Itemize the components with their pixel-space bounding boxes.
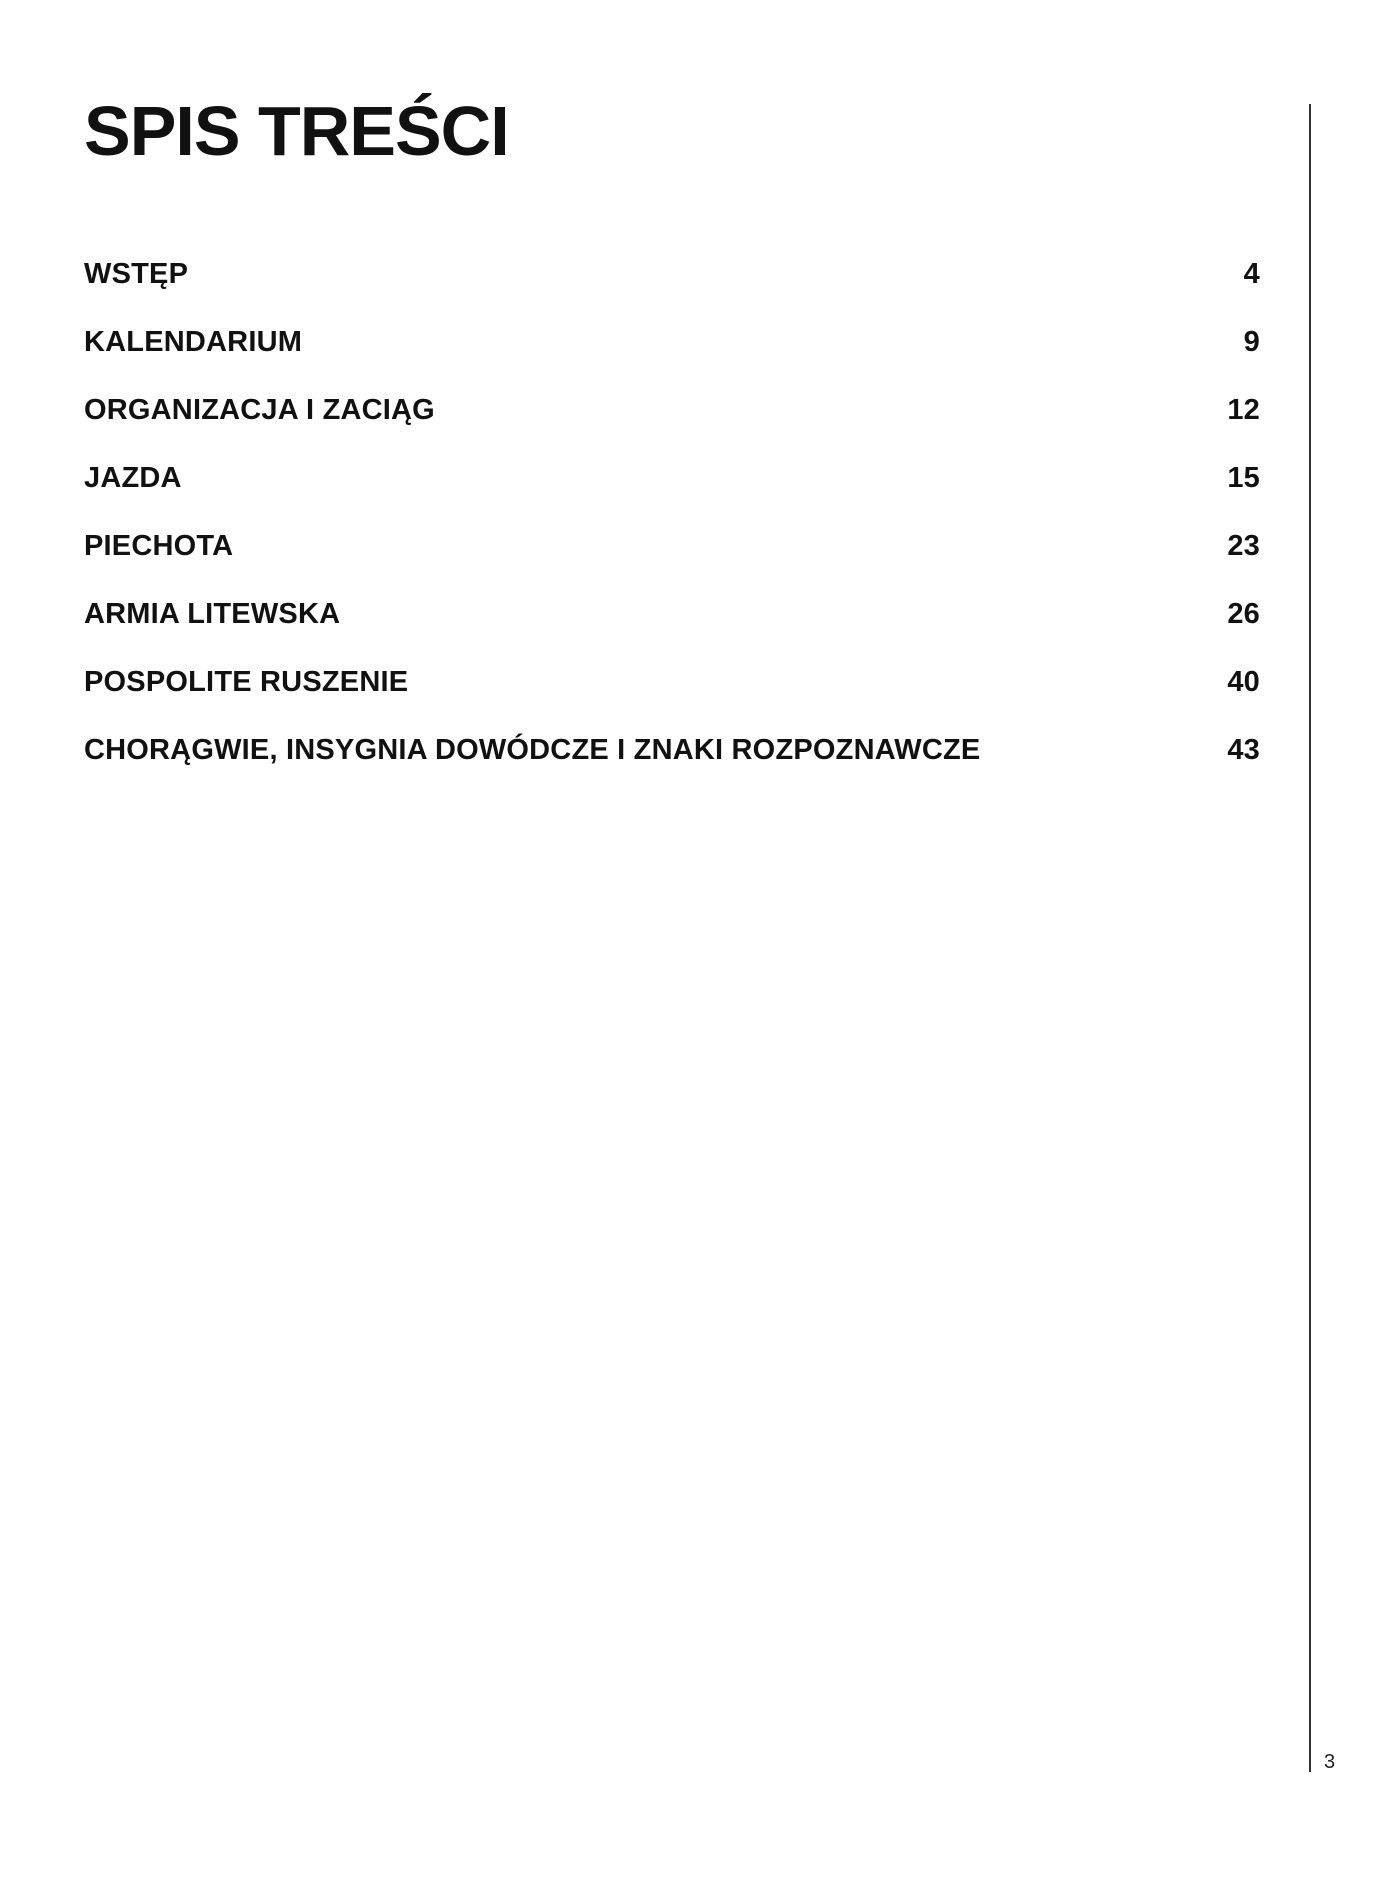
page-number: 3: [1324, 1751, 1336, 1773]
toc-entry-page-number: 4: [1243, 258, 1260, 290]
toc-entry-kalendarium[interactable]: [84, 326, 1260, 394]
toc-entry-label: CHORĄGWIE, INSYGNIA DOWÓDCZE I ZNAKI ROZPOZNAWCZE: [84, 734, 981, 766]
toc-entry-label: ARMIA LITEWSKA: [84, 598, 341, 630]
toc-entry-page-number: 9: [1243, 326, 1260, 358]
toc-entry-page-number: 12: [1227, 394, 1260, 426]
toc-entry-jazda[interactable]: [84, 462, 1260, 530]
toc-entry-page-number: 43: [1227, 734, 1260, 766]
toc-entry-label: KALENDARIUM: [84, 326, 303, 358]
toc-entry-page-number: 15: [1227, 462, 1260, 494]
toc-entry-piechota[interactable]: [84, 530, 1260, 598]
toc-entry-choragwie[interactable]: [84, 734, 1260, 802]
toc-entry-label: PIECHOTA: [84, 530, 234, 562]
toc-entry-page-number: 40: [1227, 666, 1260, 698]
toc-entry-organizacja[interactable]: [84, 394, 1260, 462]
margin-divider: [1309, 104, 1311, 1772]
toc-entry-page-number: 23: [1227, 530, 1260, 562]
toc-entry-page-number: 26: [1227, 598, 1260, 630]
page-title: SPIS TREŚCI: [84, 92, 509, 170]
toc-entry-label: WSTĘP: [84, 258, 189, 290]
toc-entry-pospolite-ruszenie[interactable]: [84, 666, 1260, 734]
toc-entry-label: POSPOLITE RUSZENIE: [84, 666, 409, 698]
toc-entry-armia-litewska[interactable]: [84, 598, 1260, 666]
toc-entry-label: ORGANIZACJA I ZACIĄG: [84, 394, 435, 426]
toc-entry-wstep[interactable]: [84, 258, 1260, 326]
table-of-contents: [84, 258, 1260, 802]
toc-entry-label: JAZDA: [84, 462, 182, 494]
